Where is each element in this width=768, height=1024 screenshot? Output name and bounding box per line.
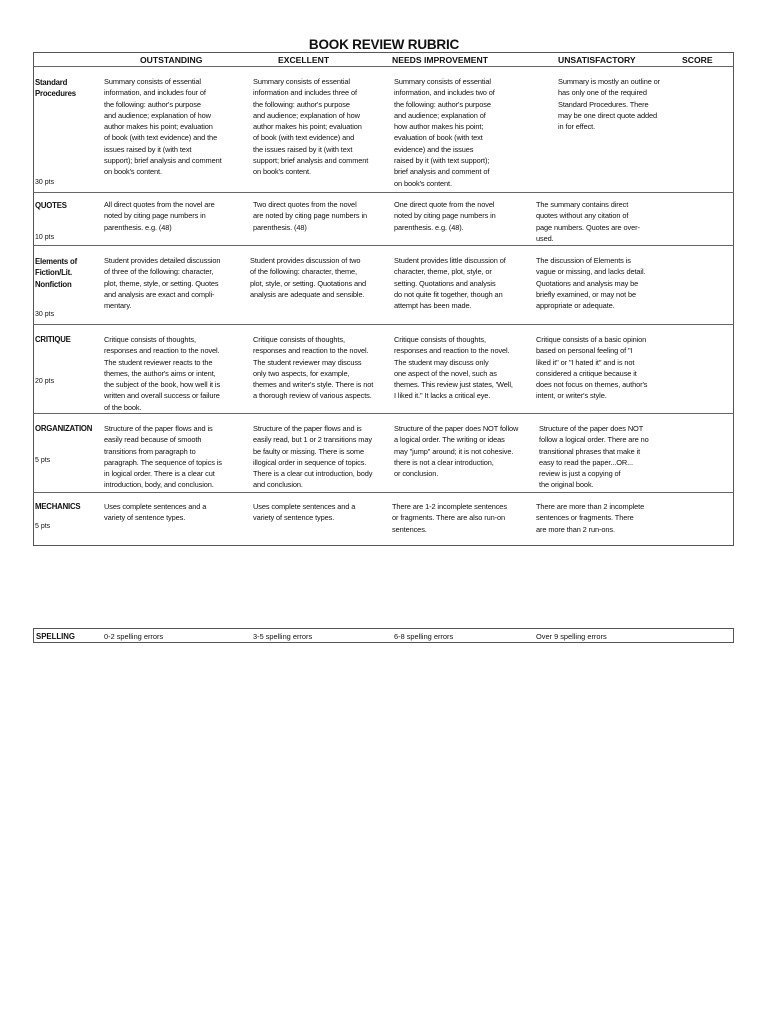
criterion-mechanics: MECHANICS [35,502,81,511]
cell-outstanding: Student provides detailed discussion of three of the following: character, plot, theme, style, or setting. Quotes and analysis are exact and compli- mentary. [104,256,221,311]
criterion-organization: ORGANIZATION [35,424,93,433]
cell-needs-improvement: Critique consists of thoughts, responses and reaction to the novel. The student may discuss only one aspect of the novel, such as themes. This review just states, 'Well, I liked it." It lacks a critical eye. [394,335,513,401]
criterion-spelling: SPELLING [36,632,75,641]
spelling-outstanding: 0-2 spelling errors [104,632,164,641]
row-divider [33,324,734,325]
cell-excellent: Uses complete sentences and a variety of sentence types. [253,502,356,523]
criterion-points: 30 pts [35,179,55,186]
cell-excellent: Summary consists of essential information and includes three of the following: author's purpose and audience; explanation of how author makes his point; evaluation of book (with text evidence) and the issues raised by it (with text support; brief analysis and comment on book's content. [253,77,369,177]
header-unsatisfactory: UNSATISFACTORY [558,55,636,65]
cell-outstanding: Structure of the paper flows and is easily read because of smooth transitions from paragraph to paragraph. The sequence of topics is in logical order. There is a clear cut introduction, body, and conclusion. [104,424,222,490]
cell-needs-improvement: There are 1-2 incomplete sentences or fragments. There are also run-on sentences. [392,502,507,534]
spelling-needs-improvement: 6-8 spelling errors [394,632,454,641]
criterion-quotes: QUOTES [35,201,67,210]
criterion-points: 5 pts [35,457,51,464]
page-title: BOOK REVIEW RUBRIC [308,37,460,52]
cell-outstanding: All direct quotes from the novel are noted by citing page numbers in parenthesis. e.g. (48) [104,200,215,232]
header-excellent: EXCELLENT [278,55,330,65]
header-outstanding: OUTSTANDING [140,55,203,65]
criterion-points: 30 pts [35,311,55,318]
cell-outstanding: Uses complete sentences and a variety of sentence types. [104,502,207,523]
cell-excellent: Two direct quotes from the novel are noted by citing page numbers in parenthesis. (48) [253,200,368,232]
cell-unsatisfactory: The discussion of Elements is vague or missing, and lacks detail. Quotations and analysis may be briefly examined, or may not be appropriate or adequate. [536,256,646,311]
cell-unsatisfactory: Structure of the paper does NOT follow a logical order. There are no transitional phrases that make it easy to read the paper...OR... review is just a copying of the original book. [539,424,649,490]
cell-outstanding: Summary consists of essential information, and includes four of the following: author's purpose and audience; explanation of how author makes his point; evaluation of book (with text evidence) and the issues raised by it (with text support); brief analysis and comment on book's content. [104,77,222,177]
row-divider [33,492,734,493]
cell-needs-improvement: Summary consists of essential information, and includes two of the following: author's purpose and audience; explanation of how author makes his point; evaluation of book (with text evidence) and the issues raised by it (with text support); brief analysis and comment of on book's content. [394,77,495,188]
row-divider [33,192,734,193]
cell-unsatisfactory: Summary is mostly an outline or has only one of the required Standard Procedures. There may be one direct quote added in for effect. [558,77,661,132]
row-divider [33,66,734,67]
header-score: SCORE [682,55,713,65]
cell-unsatisfactory: There are more than 2 incomplete sentences or fragments. There are more than 2 run-ons. [536,502,645,534]
spelling-excellent: 3-5 spelling errors [253,632,313,641]
criterion-points: 5 pts [35,523,51,530]
cell-excellent: Structure of the paper flows and is easily read, but 1 or 2 transitions may be faulty or missing. There is some illogical order in sequence of topics. There is a clear cut introduction, body and conclusion. [253,424,373,490]
header-needs-improvement: NEEDS IMPROVEMENT [392,55,488,65]
cell-excellent: Student provides discussion of two of the following: character, theme, plot, style, or setting. Quotations and analysis are adequate and sensible. [250,256,367,299]
criterion-points: 10 pts [35,234,55,241]
criterion-critique: CRITIQUE [35,335,71,344]
cell-unsatisfactory: The summary contains direct quotes without any citation of page numbers. Quotes are over- used. [536,200,640,243]
cell-needs-improvement: One direct quote from the novel noted by citing page numbers in parenthesis. e.g. (48). [394,200,496,232]
cell-unsatisfactory: Critique consists of a basic opinion based on personal feeling of "I liked it" or "I hated it" and is not considered a critique because it does not focus on themes, author's intent, or writer's style. [536,335,648,401]
cell-needs-improvement: Structure of the paper does NOT follow a logical order. The writing or ideas may "jump" around; it is not cohesive. there is not a clear introduction, or conclusion. [394,424,519,479]
row-divider [33,245,734,246]
criterion-elements-of-fiction: Elements of Fiction/Lit. Nonfiction [35,257,77,289]
cell-outstanding: Critique consists of thoughts, responses and reaction to the novel. The student reviewer reacts to the themes, the author's aims or intent, the subject of the book, how well it is written and overall success or failure of the book. [104,335,221,412]
row-divider [33,413,734,414]
criterion-standard-procedures: Standard Procedures [35,78,76,99]
cell-excellent: Critique consists of thoughts, responses and reaction to the novel. The student reviewer may discuss only two aspects, for example, themes and writer's style. There is not a thorough review of various aspects. [253,335,374,401]
cell-needs-improvement: Student provides little discussion of character, theme, plot, style, or setting. Quotations and analysis do not quite fit together, though an attempt has been made. [394,256,506,311]
criterion-points: 20 pts [35,378,55,385]
spelling-unsatisfactory: Over 9 spelling errors [536,632,607,641]
